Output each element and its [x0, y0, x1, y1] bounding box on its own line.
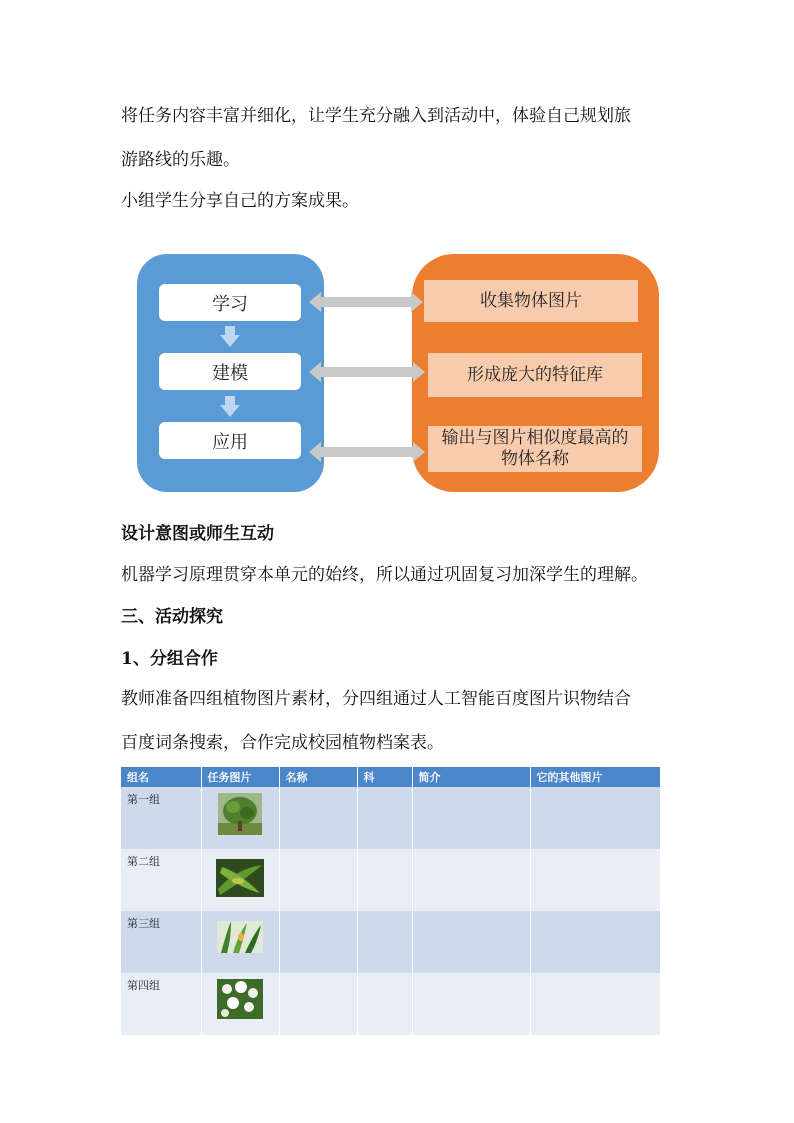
paragraph-line: 将任务内容丰富并细化，让学生充分融入到活动中，体验自己规划旅 — [121, 106, 631, 126]
column-header: 它的其他图片 — [530, 767, 660, 787]
table-row — [121, 911, 660, 973]
plant-archive-table — [121, 767, 661, 1035]
image-cell — [201, 787, 279, 849]
table-row — [121, 973, 660, 1035]
down-arrow-icon — [220, 396, 240, 418]
paragraph-line: 游路线的乐趣。 — [121, 150, 240, 170]
down-arrow-icon — [220, 326, 240, 348]
paragraph: 机器学习原理贯穿本单元的始终，所以通过巩固复习加深学生的理解。 — [121, 565, 648, 585]
image-cell — [201, 911, 279, 973]
paragraph: 小组学生分享自己的方案成果。 — [121, 191, 359, 211]
item-feature-library: 形成庞大的特征库 — [428, 353, 642, 397]
group-cell: 第二组 — [121, 849, 201, 911]
column-header: 组名 — [121, 767, 201, 787]
image-cell — [201, 849, 279, 911]
banana-leaf-photo — [216, 859, 264, 897]
step-model: 建模 — [159, 353, 301, 390]
tree-photo — [218, 793, 262, 835]
column-header: 任务图片 — [201, 767, 279, 787]
paragraph-line: 百度词条搜索，合作完成校园植物档案表。 — [121, 733, 444, 753]
item-output-name: 输出与图片相似度最高的物体名称 — [428, 426, 642, 472]
section-heading: 三、活动探究 — [121, 607, 223, 627]
ml-process-diagram — [137, 254, 659, 492]
image-cell — [201, 973, 279, 1035]
column-header: 科 — [357, 767, 412, 787]
column-header: 名称 — [279, 767, 357, 787]
paragraph-line: 教师准备四组植物图片素材，分四组通过人工智能百度图片识物结合 — [121, 689, 631, 709]
column-header: 简介 — [412, 767, 530, 787]
table-header-row — [121, 767, 660, 787]
group-cell: 第三组 — [121, 911, 201, 973]
table-row — [121, 849, 660, 911]
step-apply: 应用 — [159, 422, 301, 459]
group-cell: 第一组 — [121, 787, 201, 849]
step-learn: 学习 — [159, 284, 301, 321]
double-arrow-icon — [309, 292, 423, 312]
white-flowers-photo — [217, 979, 263, 1019]
group-cell: 第四组 — [121, 973, 201, 1035]
section-heading: 设计意图或师生互动 — [121, 524, 274, 544]
double-arrow-icon — [309, 362, 425, 382]
double-arrow-icon — [309, 442, 425, 462]
plant-leaves-photo — [217, 921, 263, 953]
item-collect-images: 收集物体图片 — [424, 280, 638, 322]
subsection-heading: 1、分组合作 — [121, 649, 218, 669]
table-row — [121, 787, 660, 849]
